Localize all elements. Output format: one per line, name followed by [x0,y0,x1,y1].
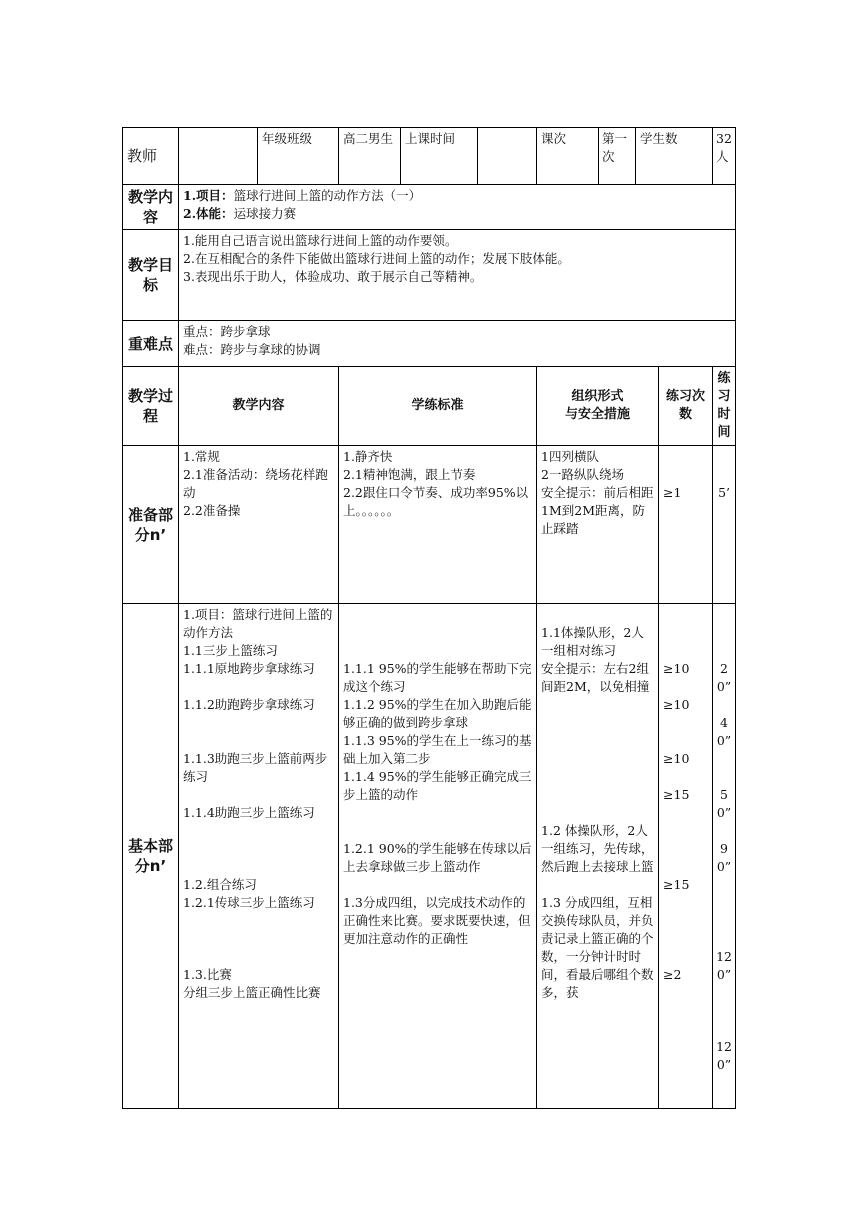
content-cell [179,185,736,230]
prep-reps: ≥1 [663,485,682,500]
basic-standard-cell [339,604,537,1109]
basic-reps-value: ≥10 [663,751,690,766]
basic-content-line: 1.1.1原地跨步拿球练习 [183,661,315,676]
content-item-2-text: 运球接力赛 [233,206,297,221]
lesson-plan-page [122,127,736,1109]
basic-reps-value: ≥10 [663,697,690,712]
header-row [123,128,736,185]
basic-time-value: 50” [716,787,732,820]
basic-org-cell [537,604,659,1109]
basic-row [123,604,736,1109]
goals-label: 教学目标 [123,230,179,321]
basic-standard-item: 1.3分成四组，以完成技术动作的正确性来比赛。要求既要快速，但更加注意动作的正确性 [343,895,531,946]
basic-content-line: 分组三步上篮正确性比赛 [183,985,321,1000]
prep-content-cell [179,446,339,604]
time-value [478,128,537,185]
key-points-label: 重难点 [123,321,179,367]
basic-reps-value: ≥15 [663,787,690,802]
basic-content-line: 1.2.组合练习 [183,877,257,892]
students-value: 32人 [713,128,736,185]
teacher-value [179,128,258,185]
content-item-2-prefix: 2.体能： [183,206,234,221]
session-value: 第一次 [599,128,636,185]
content-item-1-prefix: 1.项目： [183,188,234,203]
lesson-plan-table [122,127,736,1109]
content-row [123,185,736,230]
col-header-time: 练习时间 [713,367,736,446]
students-label: 学生数 [636,128,713,185]
goals-cell [179,230,736,321]
basic-time-value: 120” [716,1039,732,1072]
basic-time-value: 20” [716,661,732,694]
basic-time-cell [713,604,736,1109]
basic-reps-value: ≥15 [663,877,690,892]
goal-line: 1.能用自己语言说出篮球行进间上篮的动作要领。 [183,233,458,248]
prep-org-line: 2一路纵队绕场 [541,467,624,482]
col-header-org [537,367,659,446]
prep-content-line: 2.2准备操 [183,503,241,518]
session-label: 课次 [537,128,599,185]
key-points-row [123,321,736,367]
basic-content-line: 1.3.比赛 [183,967,232,982]
basic-time-value: 40” [716,715,732,748]
basic-reps-value: ≥2 [663,967,682,982]
basic-standard-item: 1.2.1 90%的学生能够在传球以后上去拿球做三步上篮动作 [343,841,532,874]
prep-standard-line: 2.1精神饱满，跟上节奏 [343,467,476,482]
prep-org-cell [537,446,659,604]
col-header-reps: 练习次数 [659,367,713,446]
grade-value: 高二男生 [339,128,401,185]
basic-standard-item: 1.1.1 95%的学生能够在帮助下完成这个练习 [343,661,532,694]
key-point-line: 重点：跨步拿球 [183,324,271,339]
basic-standard-item: 1.1.4 95%的学生能够正确完成三步上篮的动作 [343,769,532,802]
basic-content-line: 1.1.3助跑三步上篮前两步练习 [183,751,328,784]
prep-reps-cell [659,446,713,604]
key-point-line: 难点：跨步与拿球的协调 [183,342,321,357]
content-label: 教学内容 [123,185,179,230]
prep-standard-cell [339,446,537,604]
col-header-org-line2: 与安全措施 [565,407,631,422]
process-label: 教学过程 [123,367,179,446]
basic-content-cell [179,604,339,1109]
col-header-standard: 学练标准 [339,367,537,446]
basic-reps-cell [659,604,713,1109]
prep-time: 5’ [718,485,730,500]
basic-org-item: 1.3 分成四组，互相交换传球队员，并负责记录上篮正确的个数，一分钟计时时间，看最后哪组个数多，获 [541,895,654,1000]
basic-org-item: 1.2 体操队形，2人一组练习，先传球，然后跑上去接球上篮 [541,823,654,874]
goal-line: 3.表现出乐于助人，体验成功、敢于展示自己等精神。 [183,269,483,284]
basic-content-line: 1.1.4助跑三步上篮练习 [183,805,315,820]
grade-label: 年级班级 [258,128,339,185]
goals-row [123,230,736,321]
basic-standard-item: 1.1.2 95%的学生在加入助跑后能够正确的做到跨步拿球 [343,697,532,730]
content-item-2 [183,205,731,223]
basic-content-line: 1.项目：篮球行进间上篮的动作方法 [183,607,333,640]
time-label: 上课时间 [401,128,478,185]
basic-org-item: 安全提示：左右2组间距2M，以免相撞 [541,661,650,694]
goal-line: 2.在互相配合的条件下能做出篮球行进间上篮的动作；发展下肢体能。 [183,251,570,266]
basic-standard-item: 1.1.3 95%的学生在上一练习的基础上加入第二步 [343,733,532,766]
prep-time-cell [713,446,736,604]
prep-org-line: 1四列横队 [541,449,599,464]
prep-label: 准备部分n’ [123,446,179,604]
prep-standard-line: 1.静齐快 [343,449,393,464]
col-header-org-line1: 组织形式 [571,389,624,404]
basic-content-line: 1.1三步上篮练习 [183,643,278,658]
content-item-1-text: 篮球行进间上篮的动作方法（一） [233,188,422,203]
basic-content-line: 1.1.2助跑跨步拿球练习 [183,697,315,712]
basic-org-item: 1.1体操队形，2人一组相对练习 [541,625,644,658]
prep-standard-line: 2.2跟住口令节奏、成功率95%以上。。。。。。 [343,485,529,518]
prep-row [123,446,736,604]
content-item-1 [183,187,731,205]
prep-org-line: 安全提示：前后相距1M到2M距离，防止踩踏 [541,485,654,536]
basic-time-value: 90” [716,841,732,874]
basic-time-value: 120” [716,949,732,982]
basic-content-line: 1.2.1传球三步上篮练习 [183,895,315,910]
key-points-cell [179,321,736,367]
basic-reps-value: ≥10 [663,661,690,676]
basic-label: 基本部分n’ [123,604,179,1109]
prep-content-line: 1.常规 [183,449,220,464]
teacher-label: 教师 [123,128,179,185]
prep-content-line: 2.1准备活动：绕场花样跑动 [183,467,328,500]
process-header-row [123,367,736,446]
col-header-content: 教学内容 [179,367,339,446]
